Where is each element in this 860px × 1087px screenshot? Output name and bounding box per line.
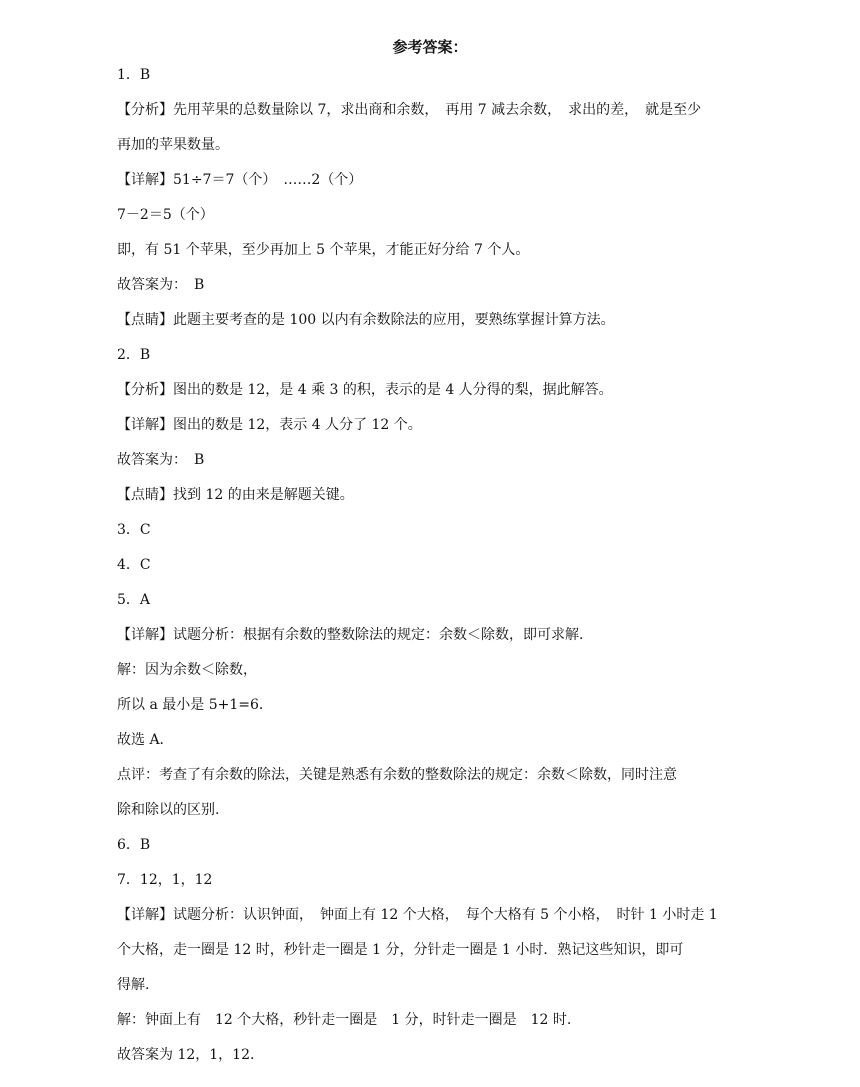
text-line: 故答案为： B	[117, 277, 205, 293]
text-line: 1．B	[117, 67, 151, 83]
text-line: 所以 a 最小是 5+1=6．	[117, 697, 273, 713]
text-line: 个大格，走一圈是 12 时，秒针走一圈是 1 分，分针走一圈是 1 小时．熟记这些知识，即可	[117, 942, 684, 958]
text-line: 【点睛】此题主要考查的是 100 以内有余数除法的应用，要熟练掌握计算方法。	[117, 312, 615, 328]
text-line: 解：因为余数＜除数，	[117, 662, 257, 678]
text-line: 【分析】图出的数是 12，是 4 乘 3 的积，表示的是 4 人分得的梨，据此解答。	[117, 382, 613, 398]
text-line: 点评：考查了有余数的除法，关键是熟悉有余数的整数除法的规定：余数＜除数，同时注意	[117, 767, 677, 783]
text-line: 再加的苹果数量。	[117, 137, 229, 153]
text-line: 【分析】先用苹果的总数量除以 7，求出商和余数， 再用 7 减去余数， 求出的差， 就是至少	[117, 102, 702, 118]
text-line: 3．C	[117, 522, 151, 538]
text-line: 【点睛】找到 12 的由来是解题关键。	[117, 487, 354, 503]
text-line: 6．B	[117, 837, 151, 853]
text-line: 【详解】51÷7＝7（个） ……2（个）	[117, 172, 363, 188]
text-line: 4．C	[117, 557, 151, 573]
text-line: 解：钟面上有 12 个大格，秒针走一圈是 1 分，时针走一圈是 12 时.	[117, 1012, 572, 1028]
text-line: 即，有 51 个苹果，至少再加上 5 个苹果，才能正好分给 7 个人。	[117, 242, 530, 258]
text-line: 故答案为： B	[117, 452, 205, 468]
text-line: 得解.	[117, 977, 150, 993]
text-line: 【详解】试题分析：根据有余数的整数除法的规定：余数＜除数，即可求解.	[117, 627, 584, 643]
text-line: 【详解】试题分析：认识钟面， 钟面上有 12 个大格， 每个大格有 5 个小格， 时针 1 小时走 1	[117, 907, 718, 923]
answer-body	[117, 65, 737, 1080]
text-line: 7－2＝5（个）	[117, 207, 214, 223]
answer-title: 参考答案：	[392, 38, 468, 56]
text-line: 5．A	[117, 592, 151, 608]
text-line: 除和除以的区别.	[117, 802, 220, 818]
text-line: 7．12，1，12	[117, 872, 213, 888]
text-line: 2．B	[117, 347, 151, 363]
text-line: 故答案为 12，1，12.	[117, 1047, 255, 1063]
text-line: 【详解】图出的数是 12，表示 4 人分了 12 个。	[117, 417, 422, 433]
text-line: 故选 A．	[117, 732, 174, 748]
